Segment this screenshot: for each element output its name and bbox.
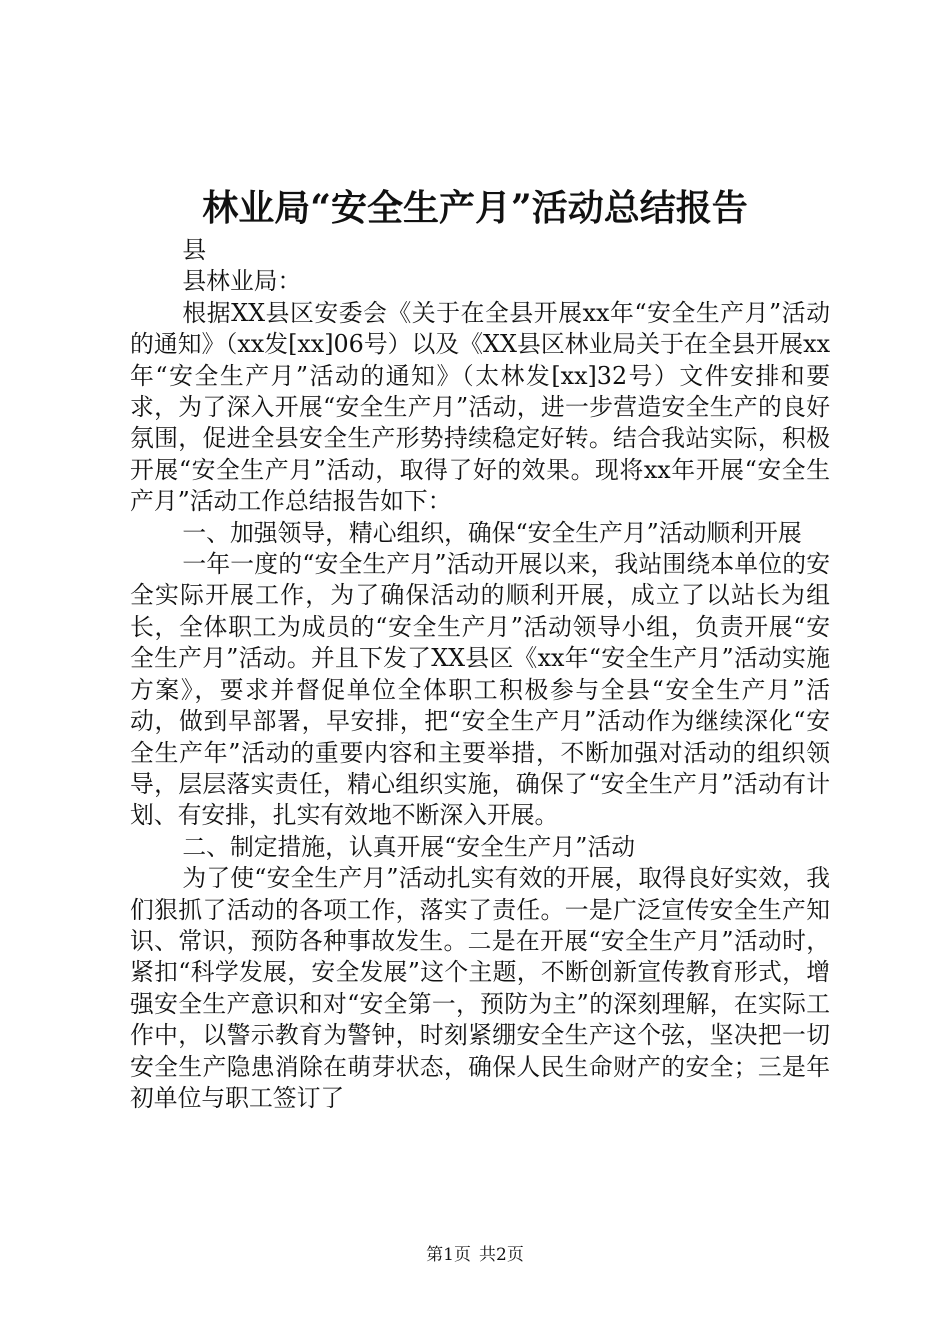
paragraph-intro: 根据XX县区安委会《关于在全县开展xx年“安全生产月”活动的通知》（xx发[xx]06号）以及《XX县区林业局关于在全县开展xx年“安全生产月”活动的通知》（太林发[xx]32号）文件安排和要求，为了深入开展“安全生产月”活动，进一步营造安全生产的良好氛围，促进全县安全生产形势持续稳定好转。结合我站实际，积极开展“安全生产月”活动，取得了好的效果。现将xx年开展“安全生产月”活动工作总结报告如下： <box>130 298 830 516</box>
page-total: 共2页 <box>479 1245 524 1265</box>
paragraph-section-2: 为了使“安全生产月”活动扎实有效的开展，取得良好实效，我们狠抓了活动的各项工作，落实了责任。一是广泛宣传安全生产知识、常识，预防各种事故发生。二是在开展“安全生产月”活动时，紧扣“科学发展，安全发展”这个主题，不断创新宣传教育形式，增强安全生产意识和对“安全第一，预防为主”的深刻理解，在实际工作中，以警示教育为警钟，时刻紧绷安全生产这个弦，坚决把一切安全生产隐患消除在萌芽状态，确保人民生命财产的安全；三是年初单位与职工签订了 <box>130 864 830 1112</box>
paragraph-county: 县 <box>182 236 207 264</box>
paragraph-section-1: 一年一度的“安全生产月”活动开展以来，我站围绕本单位的安全实际开展工作，为了确保活动的顺利开展，成立了以站长为组长，全体职工为成员的“安全生产月”活动领导小组，负责开展“安全生产月”活动。并且下发了XX县区《xx年“安全生产月”活动实施方案》，要求并督促单位全体职工积极参与全县“安全生产月”活动，做到早部署，早安排，把“安全生产月”活动作为继续深化“安全生产年”活动的重要内容和主要举措，不断加强对活动的组织领导，层层落实责任，精心组织实施，确保了“安全生产月”活动有计划、有安排，扎实有效地不断深入开展。 <box>130 550 830 830</box>
document-body <box>130 235 830 1114</box>
paragraph-addressee: 县林业局： <box>182 267 302 296</box>
page-footer <box>0 1243 950 1267</box>
page-number: 第1页 <box>426 1245 471 1265</box>
document-title: 林业局“安全生产月”活动总结报告 <box>202 187 748 229</box>
section-heading-2: 二、制定措施，认真开展“安全生产月”活动 <box>182 832 636 861</box>
section-heading-1: 一、加强领导，精心组织，确保“安全生产月”活动顺利开展 <box>182 518 802 547</box>
